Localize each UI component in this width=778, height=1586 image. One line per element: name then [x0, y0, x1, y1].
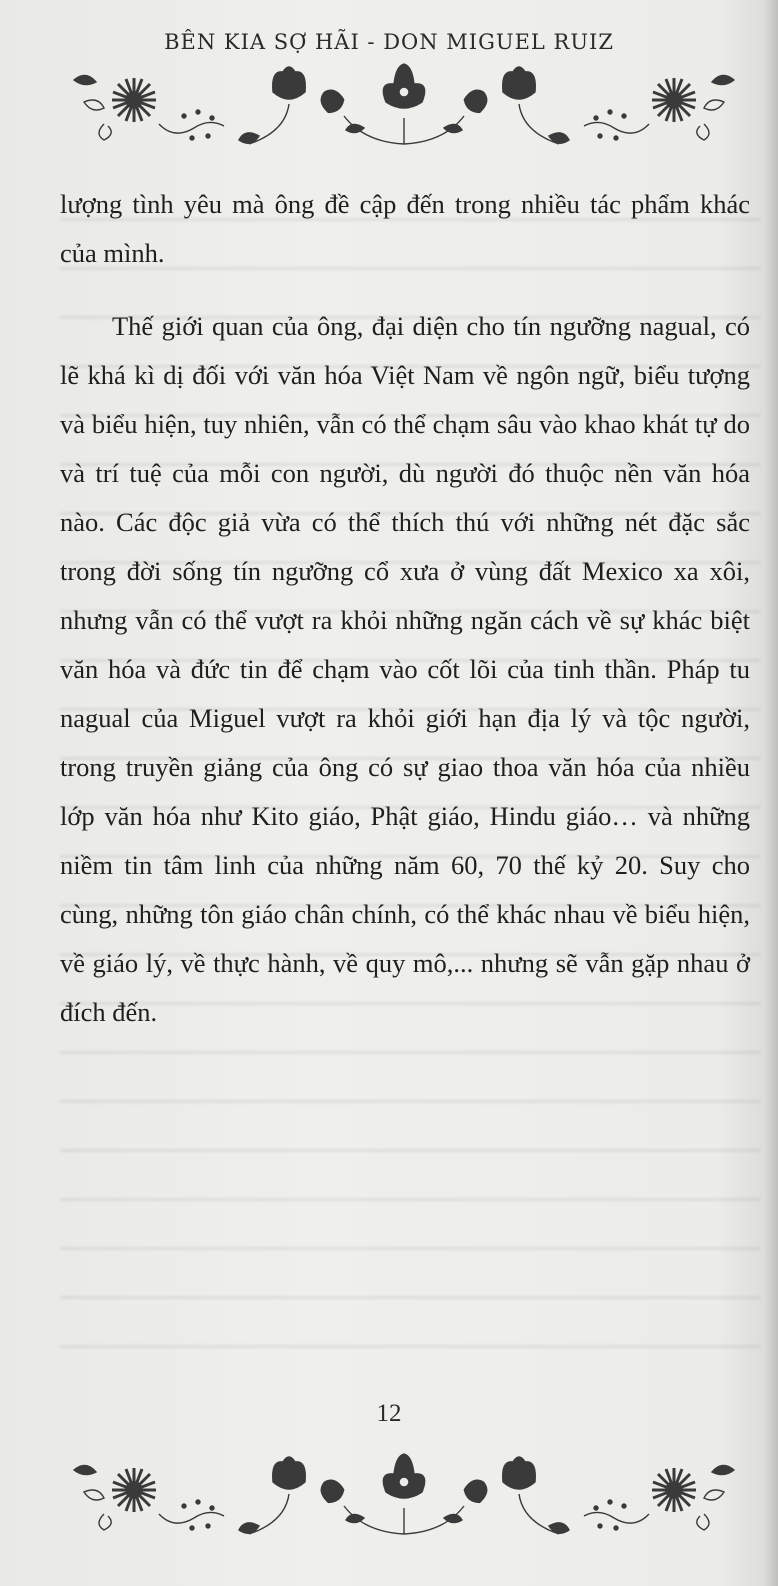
page-edge-shadow	[764, 0, 778, 1586]
body-text	[60, 180, 750, 1037]
floral-border-icon	[64, 62, 744, 152]
page-number: 12	[376, 1400, 402, 1427]
paragraph: lượng tình yêu mà ông đề cập đến trong nhiều tác phẩm khác của mình.	[60, 189, 750, 268]
floral-border-icon	[64, 1452, 744, 1542]
running-header: BÊN KIA SỢ HÃI - DON MIGUEL RUIZ	[164, 30, 614, 54]
paragraph: Thế giới quan của ông, đại diện cho tín ngưỡng nagual, có lẽ khá kì dị đối với văn hóa Việt Nam về ngôn ngữ, biểu tượng và biểu hiện, tuy nhiên, vẫn có thể chạm sâu vào khao khát tự do và trí tuệ của mỗi con người, dù người đó thuộc nền văn hóa nào. Các độc giả vừa có thể thích thú với những nét đặc sắc trong đời sống tín ngưỡng cổ xưa ở vùng đất Mexico xa xôi, nhưng vẫn có thể vượt ra khỏi những ngăn cách về sự khác biệt văn hóa và đức tin để chạm vào cốt lõi của tinh thần. Pháp tu nagual của Miguel vượt ra khỏi giới hạn địa lý và tộc người, trong truyền giảng của ông có sự giao thoa văn hóa của nhiều lớp văn hóa như Kito giáo, Phật giáo, Hindu giáo… và những niềm tin tâm linh của những năm 60, 70 thế kỷ 20. Suy cho cùng, những tôn giáo chân chính, có thể khác nhau về biểu hiện, về giáo lý, về thực hành, về quy mô,... nhưng sẽ vẫn gặp nhau ở đích đến.	[60, 311, 750, 1027]
